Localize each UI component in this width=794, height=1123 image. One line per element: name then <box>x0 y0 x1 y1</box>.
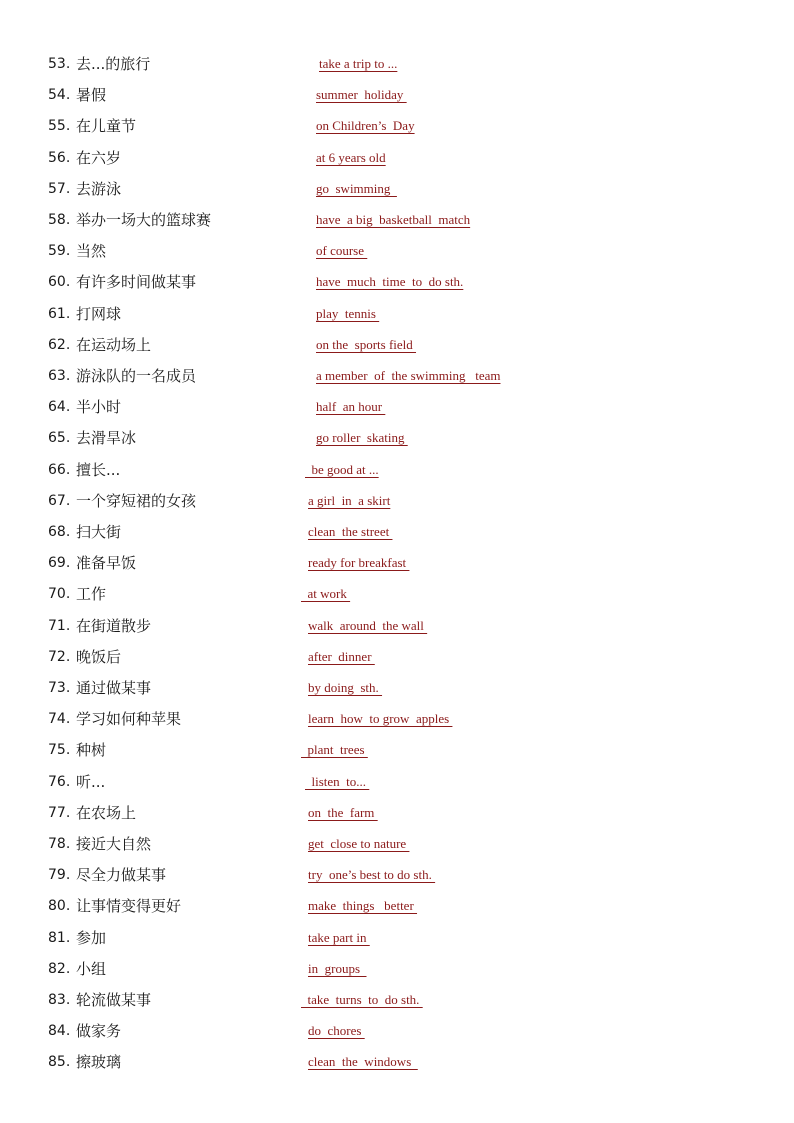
vocab-row <box>0 458 794 482</box>
vocab-english-answer: ready for breakfast <box>308 555 410 571</box>
vocab-english-answer: be good at ... <box>305 461 379 477</box>
vocab-chinese: 让事情变得更好 <box>76 897 182 916</box>
vocab-chinese: 种树 <box>76 741 107 760</box>
vocab-row <box>0 364 794 388</box>
vocab-english-answer: have a big basketball match <box>316 212 471 227</box>
vocab-chinese: 暑假 <box>76 86 107 105</box>
vocab-chinese: 尽全力做某事 <box>76 866 167 885</box>
vocab-row <box>0 52 794 76</box>
vocab-chinese: 做家务 <box>76 1022 122 1041</box>
vocab-number: 58. <box>48 212 71 228</box>
vocab-chinese: 在农场上 <box>76 803 137 822</box>
vocab-english-answer: make things better <box>308 898 418 914</box>
vocab-number: 81. <box>48 929 71 946</box>
vocab-english-answer: have much time to do sth. <box>316 274 464 290</box>
vocab-number: 79. <box>48 867 71 884</box>
vocab-english-answer: play tennis <box>316 305 380 321</box>
vocab-english-answer: take a trip to ... <box>319 56 398 71</box>
vocab-number: 55. <box>48 118 71 135</box>
vocab-chinese: 去...的旅行 <box>76 55 151 73</box>
vocab-chinese: 有许多时间做某事 <box>76 273 197 292</box>
vocab-chinese: 去游泳 <box>76 179 122 198</box>
vocab-english-answer: try one’s best to do sth. <box>308 867 436 883</box>
vocab-row <box>0 738 794 762</box>
vocab-number: 61. <box>48 305 71 322</box>
vocab-english-answer: a girl in a skirt <box>308 492 391 508</box>
vocab-english-answer: learn how to grow apples <box>308 711 453 727</box>
vocab-row <box>0 426 794 450</box>
vocab-chinese: 晚饭后 <box>76 647 122 666</box>
vocab-chinese: 擅长... <box>76 460 121 479</box>
vocab-number: 63. <box>48 368 71 384</box>
vocab-row <box>0 395 794 419</box>
vocab-row <box>0 146 794 170</box>
vocab-english-answer: of course <box>316 243 368 259</box>
vocab-row <box>0 801 794 825</box>
vocab-english-answer: by doing sth. <box>308 680 383 695</box>
vocab-english-answer: go roller skating <box>316 430 408 446</box>
vocab-chinese: 参加 <box>76 928 107 947</box>
vocab-english-answer: clean the windows <box>308 1054 418 1070</box>
vocab-english-answer: on the farm <box>308 804 378 820</box>
vocab-number: 62. <box>48 336 71 353</box>
vocab-row <box>0 1019 794 1043</box>
vocab-chinese: 一个穿短裙的女孩 <box>76 491 197 510</box>
vocab-number: 56. <box>48 149 71 166</box>
vocab-english-answer: summer holiday <box>316 87 407 103</box>
vocab-number: 64. <box>48 399 71 416</box>
vocab-number: 70. <box>48 586 71 603</box>
vocab-chinese: 轮流做某事 <box>76 991 152 1009</box>
vocab-number: 54. <box>48 87 71 104</box>
vocab-english-answer: on the sports field <box>316 336 417 352</box>
vocab-row <box>0 239 794 263</box>
vocab-english-answer: a member of the swimming team <box>316 368 501 383</box>
vocab-chinese: 在六岁 <box>76 148 122 167</box>
vocab-number: 65. <box>48 430 71 447</box>
vocab-english-answer: clean the street <box>308 524 393 539</box>
vocab-row <box>0 83 794 107</box>
vocab-english-answer: at 6 years old <box>316 149 386 165</box>
vocab-row <box>0 957 794 981</box>
vocab-english-answer: on Children’s Day <box>316 118 415 134</box>
vocab-row <box>0 551 794 575</box>
vocab-english-answer: do chores <box>308 1023 365 1039</box>
vocab-number: 53. <box>48 56 71 72</box>
vocab-chinese: 通过做某事 <box>76 679 152 697</box>
vocab-english-answer: after dinner <box>308 648 375 664</box>
vocab-row <box>0 988 794 1012</box>
vocab-row <box>0 707 794 731</box>
vocab-number: 78. <box>48 836 71 852</box>
vocab-row <box>0 582 794 606</box>
vocab-row <box>0 1050 794 1074</box>
vocab-english-answer: go swimming <box>316 180 397 196</box>
vocab-chinese: 听... <box>76 772 106 791</box>
vocab-row <box>0 333 794 357</box>
vocab-row <box>0 614 794 638</box>
vocab-number: 67. <box>48 492 71 509</box>
vocab-english-answer: get close to nature <box>308 836 410 851</box>
vocab-row <box>0 770 794 794</box>
vocab-number: 75. <box>48 742 71 759</box>
vocab-chinese: 学习如何种苹果 <box>76 710 182 729</box>
vocab-chinese: 准备早饭 <box>76 554 137 573</box>
vocab-number: 76. <box>48 773 71 790</box>
vocab-number: 57. <box>48 180 71 197</box>
vocab-chinese: 工作 <box>76 585 107 604</box>
vocab-english-answer: half an hour <box>316 399 386 415</box>
vocab-chinese: 在运动场上 <box>76 335 152 354</box>
vocab-english-answer: listen to... <box>305 773 370 789</box>
vocab-chinese: 小组 <box>76 959 107 978</box>
vocab-english-answer: take turns to do sth. <box>301 992 423 1007</box>
vocab-row <box>0 114 794 138</box>
vocab-number: 80. <box>48 898 71 915</box>
vocab-row <box>0 863 794 887</box>
vocab-number: 74. <box>48 711 71 728</box>
vocab-row <box>0 676 794 700</box>
vocab-chinese: 去滑旱冰 <box>76 429 137 448</box>
vocab-number: 60. <box>48 274 71 291</box>
vocab-row <box>0 520 794 544</box>
vocab-chinese: 举办一场大的篮球赛 <box>76 211 212 229</box>
vocab-number: 84. <box>48 1023 71 1040</box>
vocab-row <box>0 270 794 294</box>
vocab-chinese: 游泳队的一名成员 <box>76 367 197 385</box>
vocab-number: 72. <box>48 648 71 665</box>
vocab-number: 73. <box>48 680 71 696</box>
vocab-number: 66. <box>48 461 71 478</box>
vocab-chinese: 在儿童节 <box>76 117 137 136</box>
vocab-row <box>0 302 794 326</box>
vocab-english-answer: walk around the wall <box>308 617 428 633</box>
vocab-chinese: 当然 <box>76 242 107 261</box>
vocab-row <box>0 208 794 232</box>
vocab-number: 85. <box>48 1054 71 1071</box>
vocab-row <box>0 832 794 856</box>
vocab-number: 71. <box>48 617 71 634</box>
vocab-number: 82. <box>48 960 71 977</box>
vocab-english-answer: at work <box>301 586 351 602</box>
vocab-chinese: 在街道散步 <box>76 616 152 635</box>
vocab-english-answer: in groups <box>308 960 367 976</box>
vocab-number: 83. <box>48 992 71 1008</box>
vocab-english-answer: take part in <box>308 929 370 945</box>
vocab-chinese: 打网球 <box>76 304 122 323</box>
vocab-chinese: 接近大自然 <box>76 835 152 853</box>
vocab-row <box>0 489 794 513</box>
vocab-row <box>0 926 794 950</box>
vocab-chinese: 半小时 <box>76 398 122 417</box>
vocab-row <box>0 177 794 201</box>
vocab-english-answer: plant trees <box>301 742 368 758</box>
vocab-row <box>0 645 794 669</box>
vocab-number: 69. <box>48 555 71 572</box>
vocab-chinese: 擦玻璃 <box>76 1053 122 1072</box>
vocab-row <box>0 894 794 918</box>
vocab-number: 68. <box>48 524 71 540</box>
vocab-number: 59. <box>48 243 71 260</box>
vocab-chinese: 扫大街 <box>76 523 122 541</box>
vocab-number: 77. <box>48 804 71 821</box>
